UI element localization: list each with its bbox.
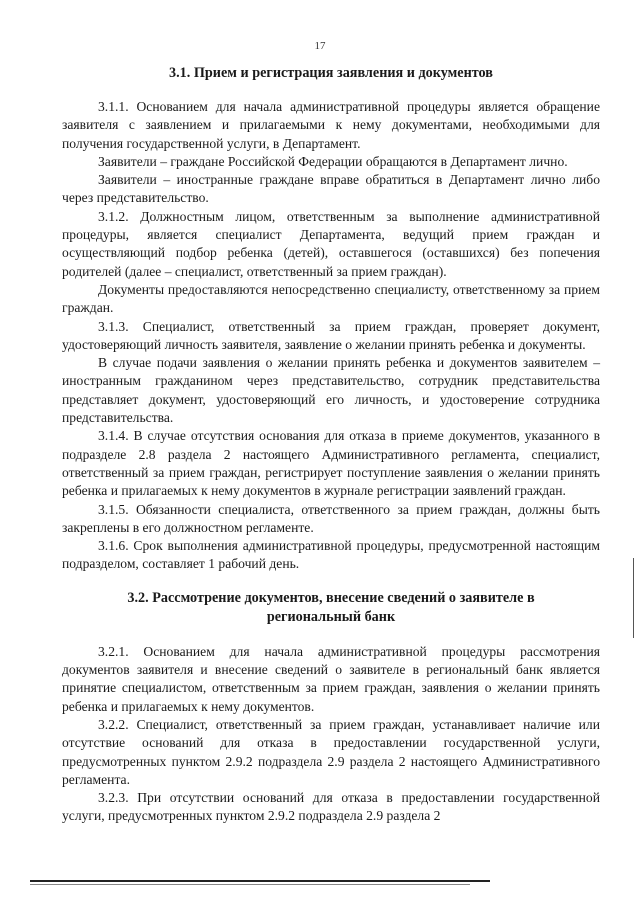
paragraph: Документы предоставляются непосредственно специалисту, ответственному за прием граждан. xyxy=(62,281,600,316)
paragraph: В случае подачи заявления о желании принять ребенка и документов заявителем – иностранным гражданином через представительство, сотрудник представительства представляет документ, удостоверяющий его личность, и удостоверение сотрудника представительства. xyxy=(62,355,600,426)
paragraph: 3.1.1. Основанием для начала административной процедуры является обращение заявителя с заявлением и прилагаемыми к нему документами, необходимыми для получения государственной услуги, в Департамент. xyxy=(62,99,600,151)
scan-edge-line xyxy=(30,880,490,882)
document-body xyxy=(62,64,600,826)
paragraph: 3.2.3. При отсутствии оснований для отказа в предоставлении государственной услуги, предусмотренных пунктом 2.9.2 подраздела 2.9 раздела 2 xyxy=(62,790,600,824)
paragraph: 3.1.2. Должностным лицом, ответственным за выполнение административной процедуры, является специалист Департамента, ведущий прием граждан и осуществляющий подбор ребенка (детей), оставшегося (оставшихся) без попечения родителей (далее – специалист, ответственный за прием граждан). xyxy=(62,208,600,279)
scan-margin-mark xyxy=(633,558,634,638)
page-number: 17 xyxy=(314,40,326,52)
paragraph: 3.2.1. Основанием для начала административной процедуры рассмотрения документов заявителя и внесение сведений о заявителе в региональный банк является принятие специалистом, ответственным за прием граждан, заявления о желании принять ребенка и прилагаемых к нему документов. xyxy=(62,643,600,714)
paragraph: 3.1.3. Специалист, ответственный за прием граждан, проверяет документ, удостоверяющий личность заявителя, заявление о желании принять ребенка и документы. xyxy=(62,318,600,352)
scan-edge-line-faint xyxy=(30,884,470,885)
paragraph: 3.2.2. Специалист, ответственный за прием граждан, устанавливает наличие или отсутствие оснований для отказа в предоставлении государственной услуги, предусмотренных пунктом 2.9.2 подраздела 2.9 раздела 2 настоящего Административного регламента. xyxy=(62,716,600,787)
paragraph: Заявители – иностранные граждане вправе обратиться в Департамент лично либо через представительство. xyxy=(62,172,600,206)
paragraph: 3.1.5. Обязанности специалиста, ответственного за прием граждан, должны быть закреплены в его должностном регламенте. xyxy=(62,501,600,535)
paragraph: 3.1.4. В случае отсутствия основания для отказа в приеме документов, указанного в подразделе 2.8 раздела 2 настоящего Административного регламента, специалист, ответственный за прием граждан, регистрирует поступление заявления о желании принять ребенка и прилагаемых к нему документов в журнале регистрации заявлений граждан. xyxy=(62,428,600,499)
section-heading: 3.2. Рассмотрение документов, внесение сведений о заявителе в региональный банк xyxy=(127,589,535,625)
paragraph: 3.1.6. Срок выполнения административной процедуры, предусмотренной настоящим подразделом, составляет 1 рабочий день. xyxy=(62,538,600,572)
paragraph: Заявители – граждане Российской Федерации обращаются в Департамент лично. xyxy=(98,153,568,169)
section-heading: 3.1. Прием и регистрация заявления и документов xyxy=(169,65,493,81)
